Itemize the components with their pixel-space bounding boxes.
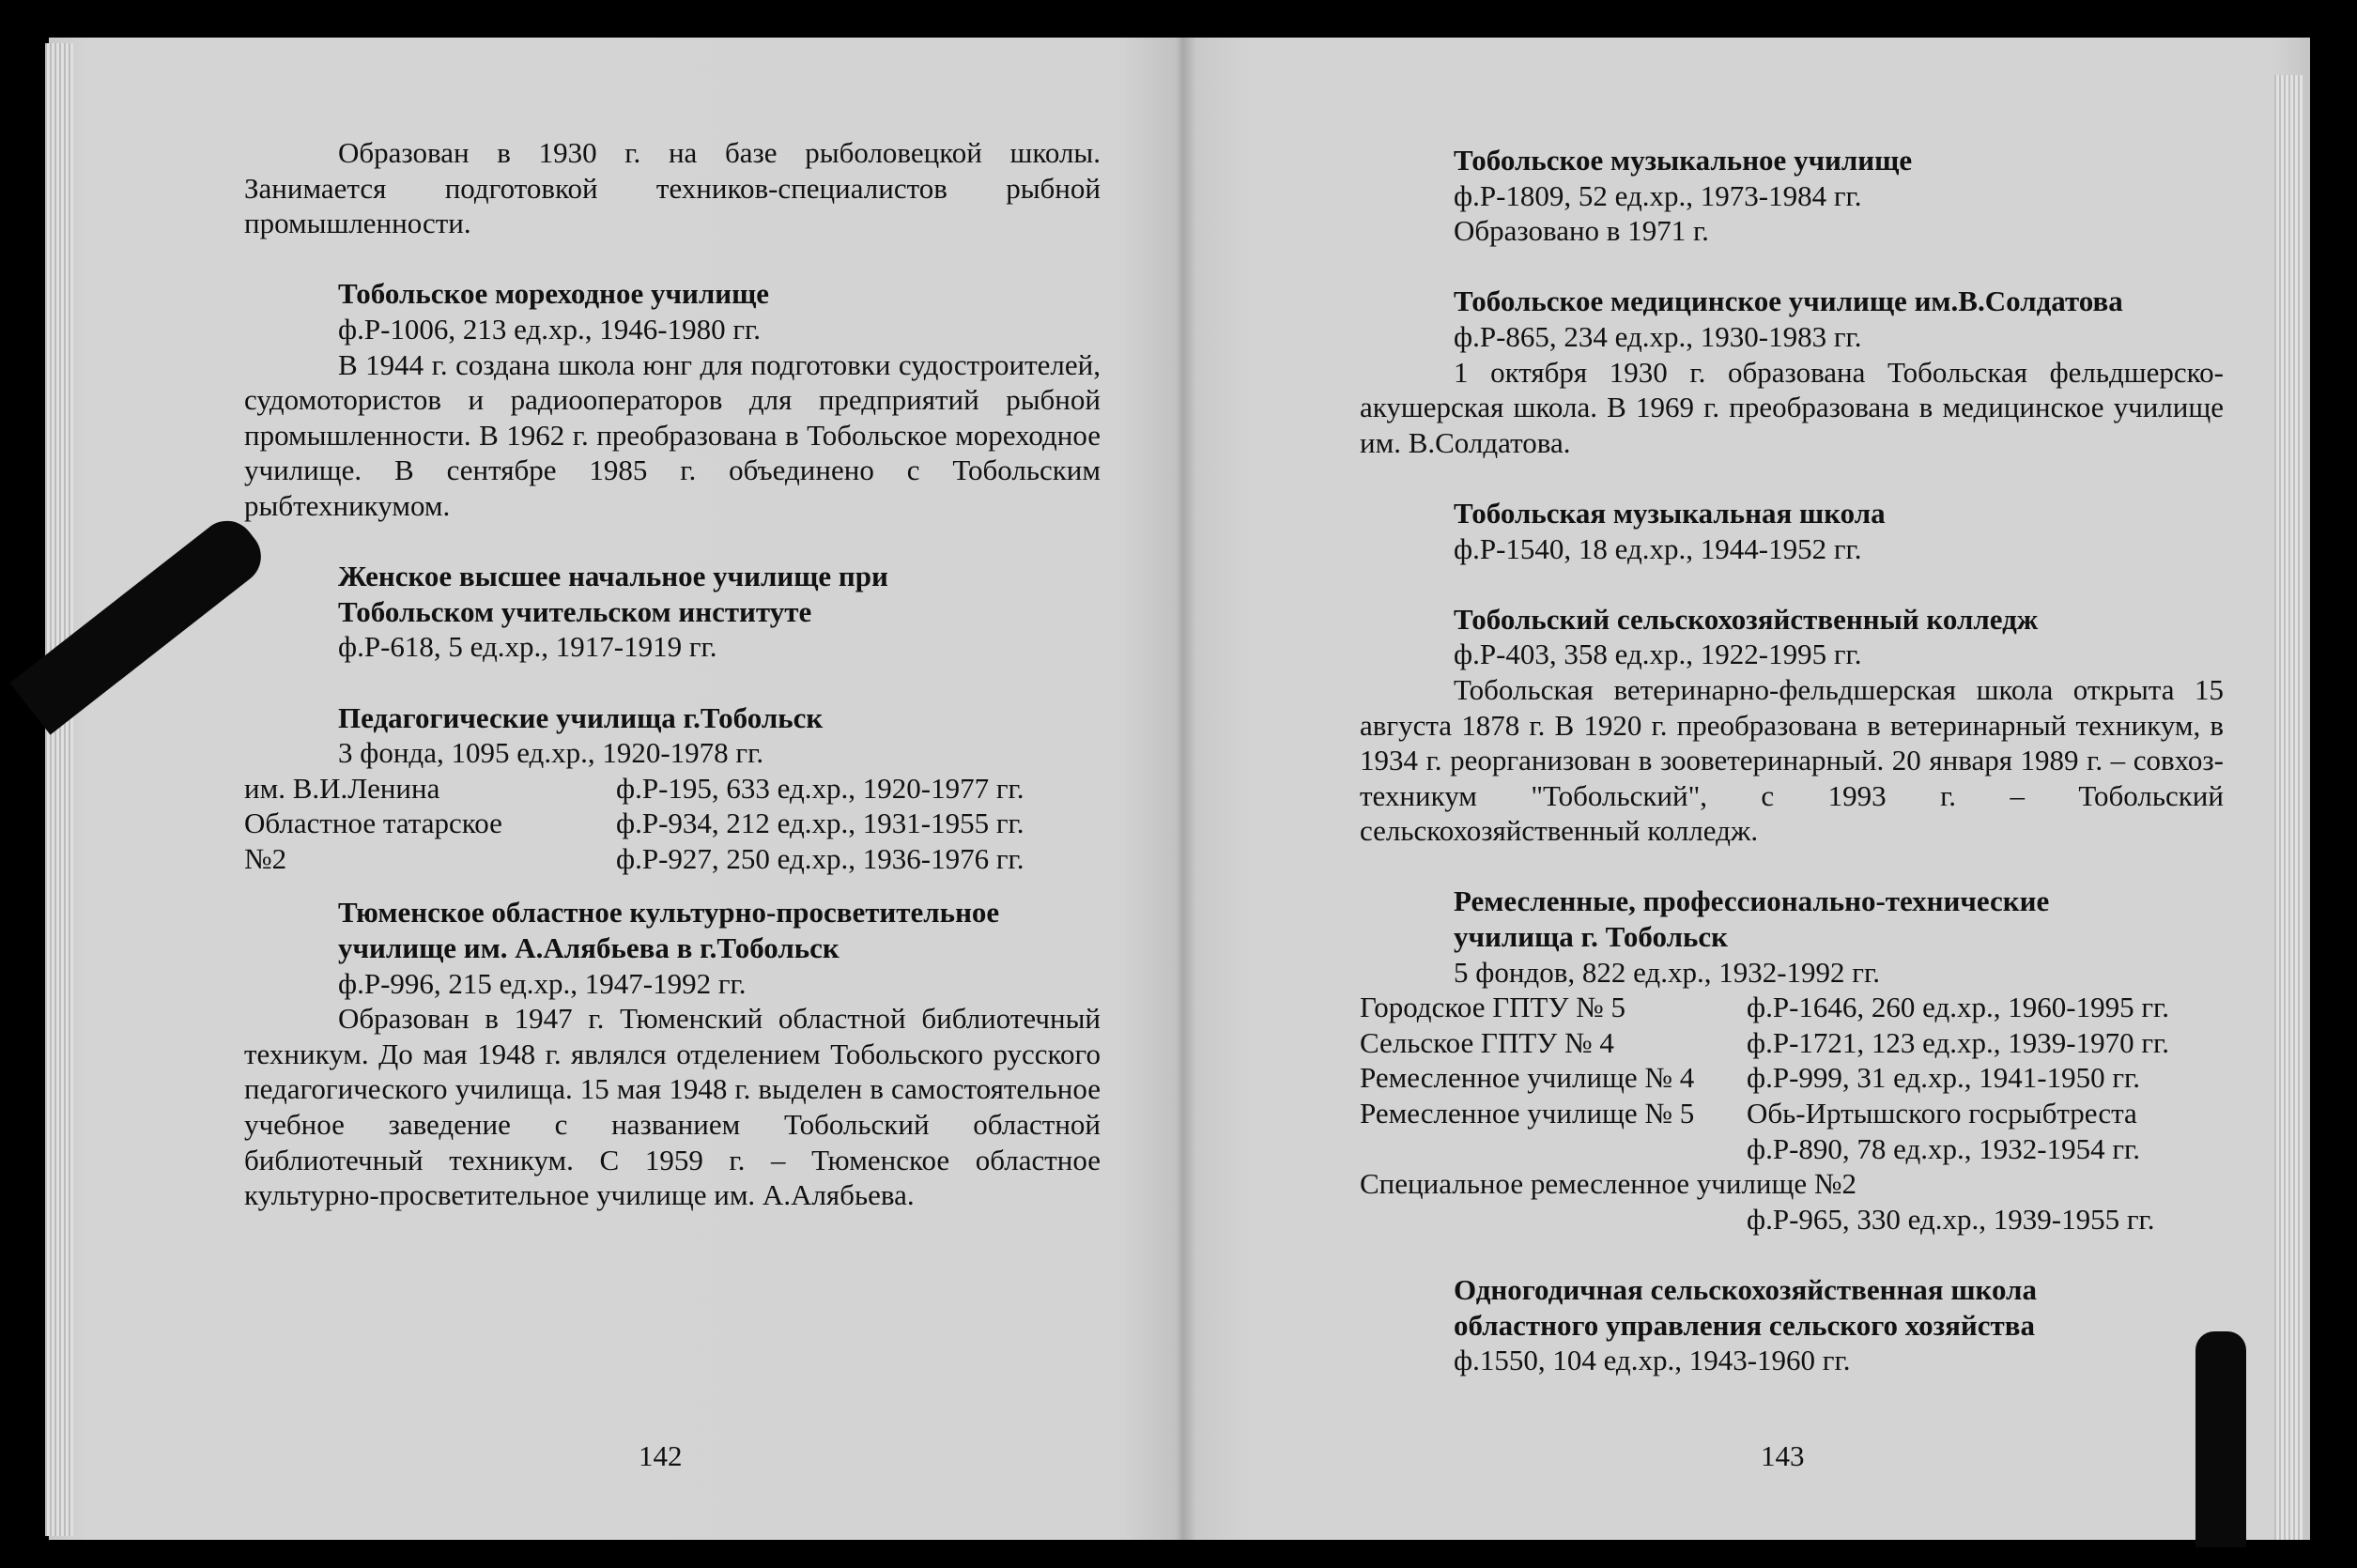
archive-reference: ф.Р-1809, 52 ед.хр., 1973-1984 гг. <box>1454 178 1862 212</box>
fund-ref: ф.Р-965, 330 ед.хр., 1939-1955 гг. <box>1747 1202 2155 1236</box>
archive-reference: ф.Р-1540, 18 ед.хр., 1944-1952 гг. <box>1454 531 1862 565</box>
archive-reference: ф.Р-403, 358 ед.хр., 1922-1995 гг. <box>1454 638 1862 671</box>
section-title-line2: Тобольском учительском институте <box>338 594 812 628</box>
fund-ref: ф.Р-1721, 123 ед.хр., 1939-1970 гг. <box>1747 1025 2170 1059</box>
fund-name: №2 <box>244 841 287 875</box>
fund-table <box>244 771 1101 877</box>
section-title-line2: училища г. Тобольск <box>1454 920 1728 954</box>
section-title: Тобольское музыкальное училище <box>1454 144 1913 177</box>
fund-name: им. В.И.Ленина <box>244 771 440 805</box>
section-text: 1 октября 1930 г. образована Тобольская фельдшерско-акушерская школа. В 1969 г. преобразована в медицинское училище им. В.Солдатова. <box>1360 355 2224 459</box>
archive-reference: ф.Р-618, 5 ед.хр., 1917-1919 гг. <box>338 630 717 664</box>
bookmark-right <box>2195 1331 2246 1547</box>
fund-name: Ремесленное училище № 4 <box>1360 1061 1695 1095</box>
fund-ref: ф.Р-195, 633 ед.хр., 1920-1977 гг. <box>616 771 1024 805</box>
archive-reference: 5 фондов, 822 ед.хр., 1932-1992 гг. <box>1454 955 1880 989</box>
section-title: Тобольская музыкальная школа <box>1454 496 1886 530</box>
intro-paragraph: Образован в 1930 г. на базе рыболовецкой школы. Занимается подготовкой техников-специалистов рыбной промышленности. <box>244 136 1101 240</box>
archive-reference: 3 фонда, 1095 ед.хр., 1920-1978 гг. <box>338 736 764 770</box>
fund-ref: Обь-Иртышского госрыбтреста <box>1747 1097 2137 1130</box>
fund-ref: ф.Р-927, 250 ед.хр., 1936-1976 гг. <box>616 841 1024 875</box>
archive-reference: ф.1550, 104 ед.хр., 1943-1960 гг. <box>1454 1344 1851 1377</box>
fund-ref: ф.Р-999, 31 ед.хр., 1941-1950 гг. <box>1747 1061 2141 1095</box>
fund-ref: ф.Р-890, 78 ед.хр., 1932-1954 гг. <box>1747 1131 2141 1165</box>
fund-table <box>1360 990 2224 1166</box>
section-title: Педагогические училища г.Тобольск <box>338 700 824 734</box>
section-title-line2: областного управления сельского хозяйства <box>1454 1308 2035 1342</box>
section-title: Тобольский сельскохозяйственный колледж <box>1454 602 2039 636</box>
section-title: Тобольское мореходное училище <box>338 277 770 311</box>
section-text: Образован в 1947 г. Тюменский областной библиотечный техникум. До мая 1948 г. являлся отделением Тобольского русского педагогического училища. 15 мая 1948 г. выделен в самостоятельное учебное заведение с названием Тобольский областной библиотечный техникум. С 1959 г. – Тюменское областное культурно-просветительное училище им. А.Алябьева. <box>244 1002 1101 1212</box>
page-edges-left <box>45 43 73 1536</box>
fund-table-continued <box>1360 1202 2224 1237</box>
fund-name: Специальное ремесленное училище №2 <box>1360 1167 1856 1201</box>
fund-name: Областное татарское <box>244 807 502 840</box>
fund-ref: ф.Р-934, 212 ед.хр., 1931-1955 гг. <box>616 807 1024 840</box>
section-text: В 1944 г. создана школа юнг для подготовки судостроителей, судомотористов и радиооператоров для предприятий рыбной промышленности. В 1962 г. преобразована в Тобольское мореходное училище. В сентябре 1985 г. объединено с Тобольским рыбтехникумом. <box>244 347 1101 522</box>
section-title: Тобольское медицинское училище им.В.Солдатова <box>1454 284 2123 318</box>
section-title-line1: Тюменское областное культурно-просветительное <box>338 896 1000 930</box>
archive-reference: ф.Р-865, 234 ед.хр., 1930-1983 гг. <box>1454 319 1862 353</box>
left-page-content <box>244 135 1101 1213</box>
page-number: 143 <box>1761 1439 1805 1472</box>
fund-name: Сельское ГПТУ № 4 <box>1360 1025 1614 1059</box>
section-title-line1: Одногодичная сельскохозяйственная школа <box>1454 1273 2037 1306</box>
section-title-line1: Женское высшее начальное училище при <box>338 560 888 593</box>
section-text: Образовано в 1971 г. <box>1454 214 1709 248</box>
fund-name: Ремесленное училище № 5 <box>1360 1097 1695 1130</box>
fund-name: Городское ГПТУ № 5 <box>1360 991 1625 1024</box>
right-page-content <box>1360 143 2224 1378</box>
fund-ref: ф.Р-1646, 260 ед.хр., 1960-1995 гг. <box>1747 991 2170 1024</box>
archive-reference: ф.Р-996, 215 ед.хр., 1947-1992 гг. <box>338 966 747 1000</box>
right-page <box>1183 38 2310 1540</box>
page-edges-right <box>2274 75 2303 1540</box>
page-number: 142 <box>639 1439 683 1472</box>
left-page <box>49 38 1183 1540</box>
section-title-line2: училище им. А.Алябьева в г.Тобольск <box>338 931 840 965</box>
section-title-line1: Ремесленные, профессионально-технические <box>1454 884 2050 918</box>
open-book <box>49 38 2310 1540</box>
section-text: Тобольская ветеринарно-фельдшерская школа открыта 15 августа 1878 г. В 1920 г. преобразована в ветеринарный техникум, в 1934 г. реорганизован в зооветеринарный. 20 января 1989 г. – совхоз-техникум "Тобольский", с 1993 г. – Тобольский сельскохозяйственный колледж. <box>1360 672 2224 848</box>
archive-reference: ф.Р-1006, 213 ед.хр., 1946-1980 гг. <box>338 312 762 346</box>
